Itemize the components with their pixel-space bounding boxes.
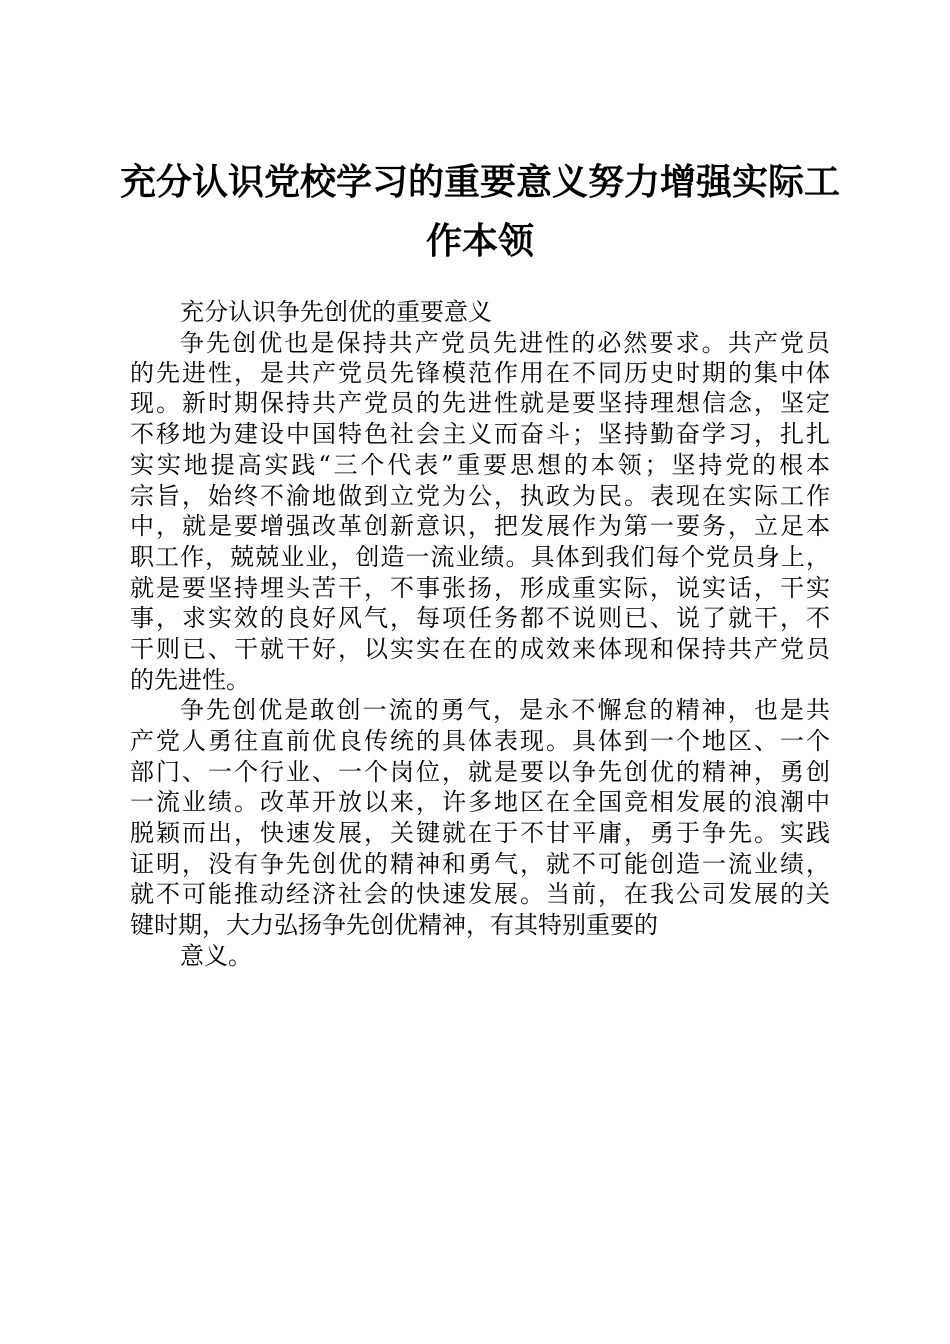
section-heading: 充分认识争先创优的重要意义	[180, 298, 492, 326]
paragraph-line: 就不可能推动经济社会的快速发展。当前，在我公司发展的关	[130, 880, 830, 908]
paragraph-line: 意义。	[180, 942, 252, 970]
paragraph-line: 实实地提高实践“三个代表”重要思想的本领；坚持党的根本	[130, 451, 830, 479]
paragraph-line: 事，求实效的良好风气，每项任务都不说则已、说了就干，不	[130, 604, 830, 632]
paragraph-line: 的先进性。	[130, 666, 250, 694]
paragraph-line: 中，就是要增强改革创新意识，把发展作为第一要务，立足本	[130, 512, 830, 540]
paragraph-line: 争先创优是敢创一流的勇气，是永不懈怠的精神，也是共	[180, 696, 830, 724]
paragraph-line: 职工作，兢兢业业，创造一流业绩。具体到我们每个党员身上，	[130, 543, 830, 571]
paragraph-line: 不移地为建设中国特色社会主义而奋斗；坚持勤奋学习，扎扎	[130, 420, 830, 448]
document-title-line-2: 作本领	[425, 220, 534, 262]
paragraph-line: 宗旨，始终不渝地做到立党为公，执政为民。表现在实际工作	[130, 482, 830, 510]
paragraph-line: 脱颖而出，快速发展，关键就在于不甘平庸，勇于争先。实践	[130, 819, 830, 847]
paragraph-line: 部门、一个行业、一个岗位，就是要以争先创优的精神，勇创	[130, 758, 830, 786]
paragraph-line: 证明，没有争先创优的精神和勇气，就不可能创造一流业绩，	[130, 850, 830, 878]
paragraph-line: 的先进性，是共产党员先锋模范作用在不同历史时期的集中体	[130, 359, 830, 387]
paragraph-line: 键时期，大力弘扬争先创优精神，有其特别重要的	[130, 911, 658, 939]
paragraph-line: 干则已、干就干好，以实实在在的成效来体现和保持共产党员	[130, 635, 830, 663]
document-title-line-1: 充分认识党校学习的重要意义努力增强实际工	[120, 161, 841, 203]
paragraph-line: 争先创优也是保持共产党员先进性的必然要求。共产党员	[180, 329, 830, 357]
paragraph-line: 产党人勇往直前优良传统的具体表现。具体到一个地区、一个	[130, 727, 830, 755]
paragraph-line: 现。新时期保持共产党员的先进性就是要坚持理想信念，坚定	[130, 389, 830, 417]
paragraph-line: 就是要坚持埋头苦干，不事张扬，形成重实际，说实话，干实	[130, 574, 830, 602]
paragraph-line: 一流业绩。改革开放以来，许多地区在全国竞相发展的浪潮中	[130, 788, 830, 816]
